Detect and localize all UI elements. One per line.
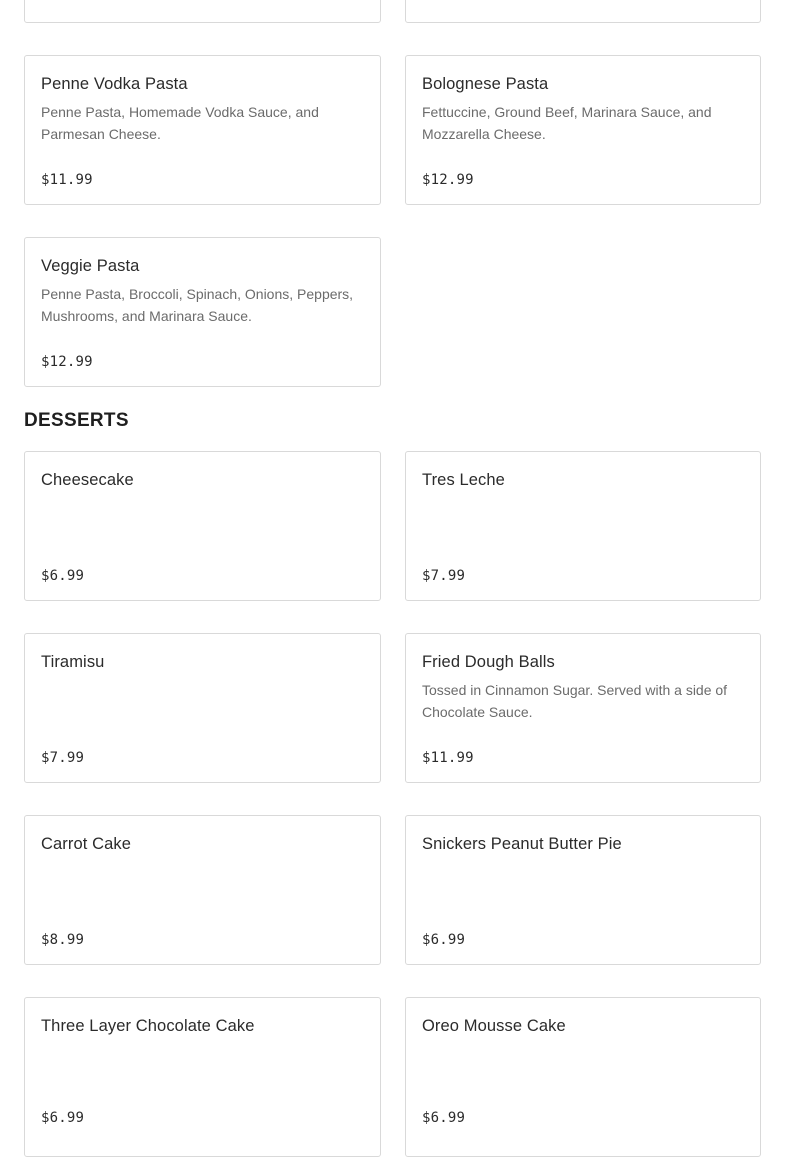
menu-item-description: Fettuccine, Ground Beef, Marinara Sauce, and Mozzarella Cheese. <box>422 104 712 142</box>
menu-item-price: $11.99 <box>422 750 474 766</box>
menu-item-card[interactable] <box>24 451 381 601</box>
menu-item-card[interactable] <box>405 451 761 601</box>
menu-item-price: $11.99 <box>41 172 93 188</box>
menu-item-card[interactable] <box>24 815 381 965</box>
menu-item-card[interactable] <box>24 237 381 387</box>
menu-item-name: Tres Leche <box>422 471 505 489</box>
menu-item-name: Oreo Mousse Cake <box>422 1017 566 1035</box>
menu-item-price: $12.99 <box>41 354 93 370</box>
menu-item-card[interactable] <box>24 55 381 205</box>
menu-item-card[interactable] <box>405 633 761 783</box>
menu-item-description: Penne Pasta, Broccoli, Spinach, Onions, Peppers, Mushrooms, and Marinara Sauce. <box>41 286 354 324</box>
menu-item-name: Three Layer Chocolate Cake <box>41 1017 255 1035</box>
menu-item-price: $7.99 <box>41 750 85 766</box>
menu-item-card-partial[interactable] <box>24 0 381 23</box>
menu-item-name: Bolognese Pasta <box>422 75 549 93</box>
menu-item-name: Tiramisu <box>41 653 105 671</box>
section-title-desserts: DESSERTS <box>24 410 129 431</box>
menu-item-card-partial[interactable] <box>405 0 761 23</box>
menu-item-card[interactable] <box>405 55 761 205</box>
menu-item-card[interactable] <box>24 997 381 1157</box>
menu-item-name: Veggie Pasta <box>41 257 140 275</box>
menu-item-price: $6.99 <box>422 1110 466 1126</box>
menu-item-name: Penne Vodka Pasta <box>41 75 188 93</box>
menu-item-name: Cheesecake <box>41 471 134 489</box>
menu-item-price: $6.99 <box>41 1110 85 1126</box>
menu-item-price: $6.99 <box>422 932 466 948</box>
menu-item-description: Tossed in Cinnamon Sugar. Served with a side of Chocolate Sauce. <box>422 682 728 720</box>
menu-item-price: $8.99 <box>41 932 85 948</box>
menu-item-card[interactable] <box>405 815 761 965</box>
menu-item-price: $12.99 <box>422 172 474 188</box>
menu-item-price: $7.99 <box>422 568 466 584</box>
menu-item-description: Penne Pasta, Homemade Vodka Sauce, and Parmesan Cheese. <box>41 104 319 142</box>
menu-item-card[interactable] <box>405 997 761 1157</box>
menu-item-card[interactable] <box>24 633 381 783</box>
menu-item-name: Carrot Cake <box>41 835 132 853</box>
menu-item-price: $6.99 <box>41 568 85 584</box>
menu-item-name: Snickers Peanut Butter Pie <box>422 835 622 853</box>
menu-item-name: Fried Dough Balls <box>422 653 555 671</box>
